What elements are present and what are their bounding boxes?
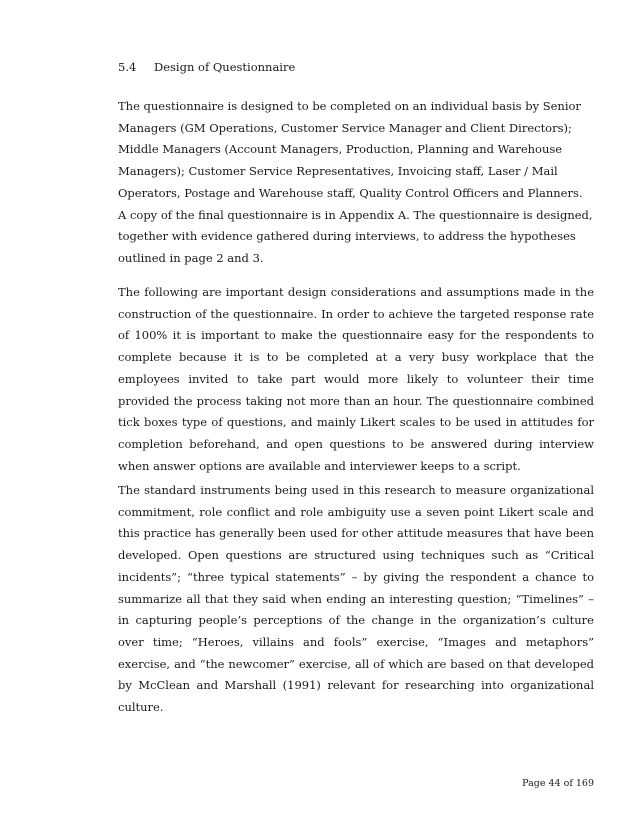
section-number: 5.4 (118, 60, 137, 74)
paragraph-participants: The questionnaire is designed to be completed on an individual basis by Senior Managers (GM Operations, Customer Service Manager and Client Directors); Middle Managers (Account Managers, Production, Planning and Warehouse Managers); Customer Service Representatives, Invoicing staff, Laser / Mail Operators, Postage and Warehouse staff, Quality Control Officers and Planners. A copy of the final questionnaire is in Appendix A. The questionnaire is designed, together with evidence gathered during interviews, to address the hypotheses outlined in page 2 and 3. (118, 99, 593, 265)
section-heading (118, 59, 295, 75)
paragraph-standard-instruments: The standard instruments being used in this research to measure organizational commitment, role conflict and role ambiguity use a seven point Likert scale and this practice has generally been used for other attitude measures that have been developed. Open questions are structured using techniques such as “Critical incidents”; “three typical statements” – by giving the respondent a chance to summarize all that they said when ending an interesting question; “Timelines” – in capturing people’s perceptions of the change in the organization’s culture over time; “Heroes, villains and fools” exercise, “Images and metaphors” exercise, and “the newcomer” exercise, all of which are based on that developed by McClean and Marshall (1991) relevant for researching into organizational culture. (118, 483, 594, 715)
paragraph-design-considerations: The following are important design considerations and assumptions made in the construction of the questionnaire. In order to achieve the targeted response rate of 100% it is important to make the questionnaire easy for the respondents to complete because it is to be completed at a very busy workplace that the employees invited to take part would more likely to volunteer their time provided the process taking not more than an hour. The questionnaire combined tick boxes type of questions, and mainly Likert scales to be used in attitudes for completion beforehand, and open questions to be answered during interview when answer options are available and interviewer keeps to a script. (118, 285, 594, 473)
page-number: Page 44 of 169 (522, 778, 594, 789)
section-title: Design of Questionnaire (154, 60, 296, 74)
